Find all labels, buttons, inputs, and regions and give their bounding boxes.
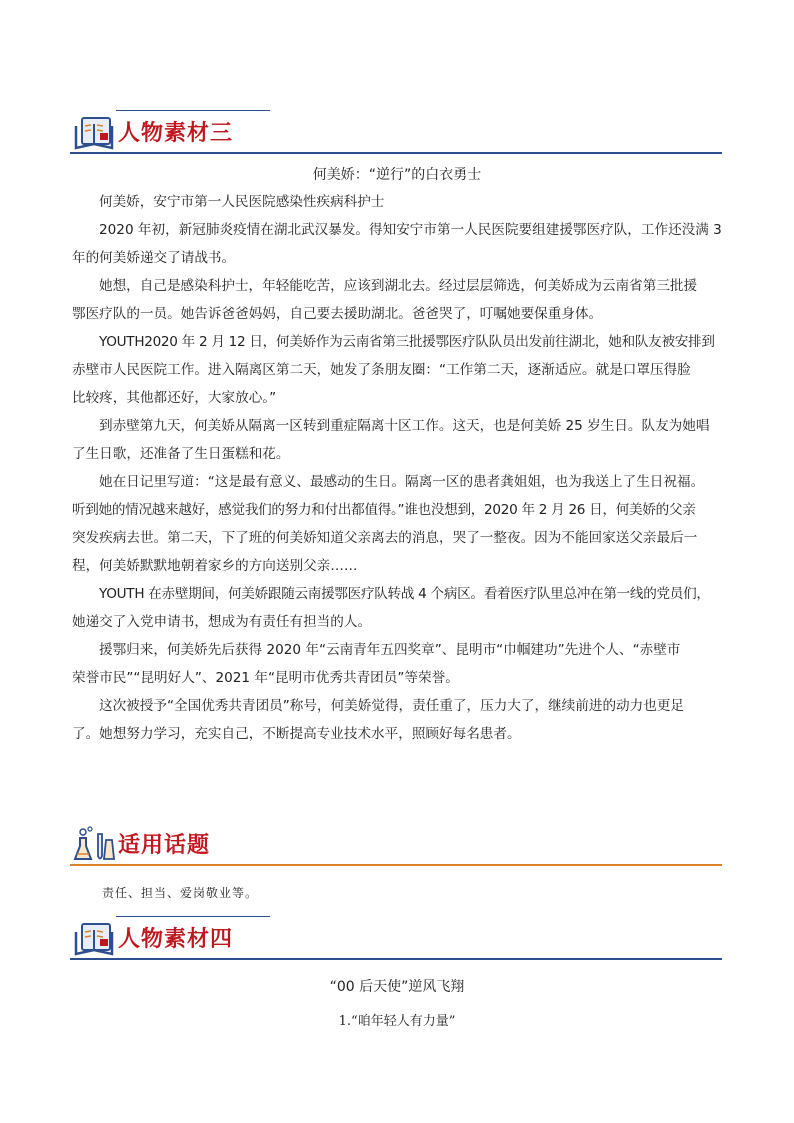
paragraph-line: 年的何美娇递交了请战书。: [72, 250, 236, 266]
section-heading: 人物素材四: [118, 927, 234, 952]
paragraph-line: 她想，自己是感染科护士，年轻能吃苦，应该到湖北去。经过层层筛选，何美娇成为云南省第三批援: [99, 278, 698, 294]
paragraph-line: 了。她想努力学习，充实自己，不断提高专业技术水平，照顾好每名患者。: [72, 726, 521, 742]
topics-heading: 适用话题: [118, 833, 211, 858]
article-body: [72, 188, 724, 748]
lab-flask-icon: [72, 826, 116, 864]
section-header-4: [70, 916, 722, 960]
paragraph-line: 了生日歌，还准备了生日蛋糕和花。: [72, 446, 290, 462]
paragraph-line: 赤壁市人民医院工作。进入隔离区第二天，她发了条朋友圈：“工作第二天，逐渐适应。就是口罩压得脸: [72, 362, 691, 378]
paragraph-line: 何美娇，安宁市第一人民医院感染性疾病科护士: [99, 194, 385, 210]
paragraph-line: 鄂医疗队的一员。她告诉爸爸妈妈，自己要去援助湖北。爸爸哭了，叮嘱她要保重身体。: [72, 306, 603, 322]
article-title: “00 后天使”逆风飞翔: [329, 979, 465, 995]
paragraph-line: YOUTH 在赤壁期间，何美娇跟随云南援鄂医疗队转战 4 个病区。看着医疗队里总冲在第一线的党员们，: [99, 586, 710, 602]
open-book-icon: [72, 920, 116, 958]
paragraph-line: 突发疾病去世。第二天，下了班的何美娇知道父亲离去的消息，哭了一整夜。因为不能回家送父亲最后一: [72, 530, 698, 546]
paragraph-line: 这次被授予“全国优秀共青团员”称号，何美娇觉得，责任重了，压力大了，继续前进的动力也更足: [99, 698, 685, 714]
paragraph-line: 比较疼，其他都还好，大家放心。”: [72, 390, 277, 406]
paragraph-line: 2020 年初，新冠肺炎疫情在湖北武汉暴发。得知安宁市第一人民医院要组建援鄂医疗队，工作还没满 3: [99, 222, 722, 238]
topics-header: [70, 822, 722, 866]
open-book-icon: [72, 114, 116, 152]
paragraph-line: 听到她的情况越来越好，感觉我们的努力和付出都值得。”谁也没想到，2020 年 2 月 26 日，何美娇的父亲: [72, 502, 696, 518]
section-heading: 人物素材三: [118, 121, 234, 146]
paragraph-line: YOUTH2020 年 2 月 12 日，何美娇作为云南省第三批援鄂医疗队队员出发前往湖北，她和队友被安排到: [99, 334, 715, 350]
paragraph-line: 她在日记里写道：“这是最有意义、最感动的生日。隔离一区的患者龚姐姐，也为我送上了生日祝福。: [99, 474, 705, 490]
paragraph-line: 援鄂归来，何美娇先后获得 2020 年“云南青年五四奖章”、昆明市“巾帼建功”先进个人、“赤壁市: [99, 642, 681, 658]
topics-text: 责任、担当、爱岗敬业等。: [102, 886, 259, 900]
paragraph-line: 荣誉市民”“昆明好人”、2021 年“昆明市优秀共青团员”等荣誉。: [72, 670, 459, 686]
paragraph-line: 她递交了入党申请书，想成为有责任有担当的人。: [72, 614, 372, 630]
article-title: 何美娇：“逆行”的白衣勇士: [312, 167, 482, 183]
paragraph-line: 到赤壁第九天，何美娇从隔离一区转到重症隔离十区工作。这天，也是何美娇 25 岁生日。队友为她唱: [99, 418, 710, 434]
article-subtitle: 1.“咱年轻人有力量”: [338, 1014, 456, 1029]
paragraph-line: 程，何美娇默默地朝着家乡的方向送别父亲……: [72, 558, 358, 574]
section-header-3: [70, 110, 722, 154]
